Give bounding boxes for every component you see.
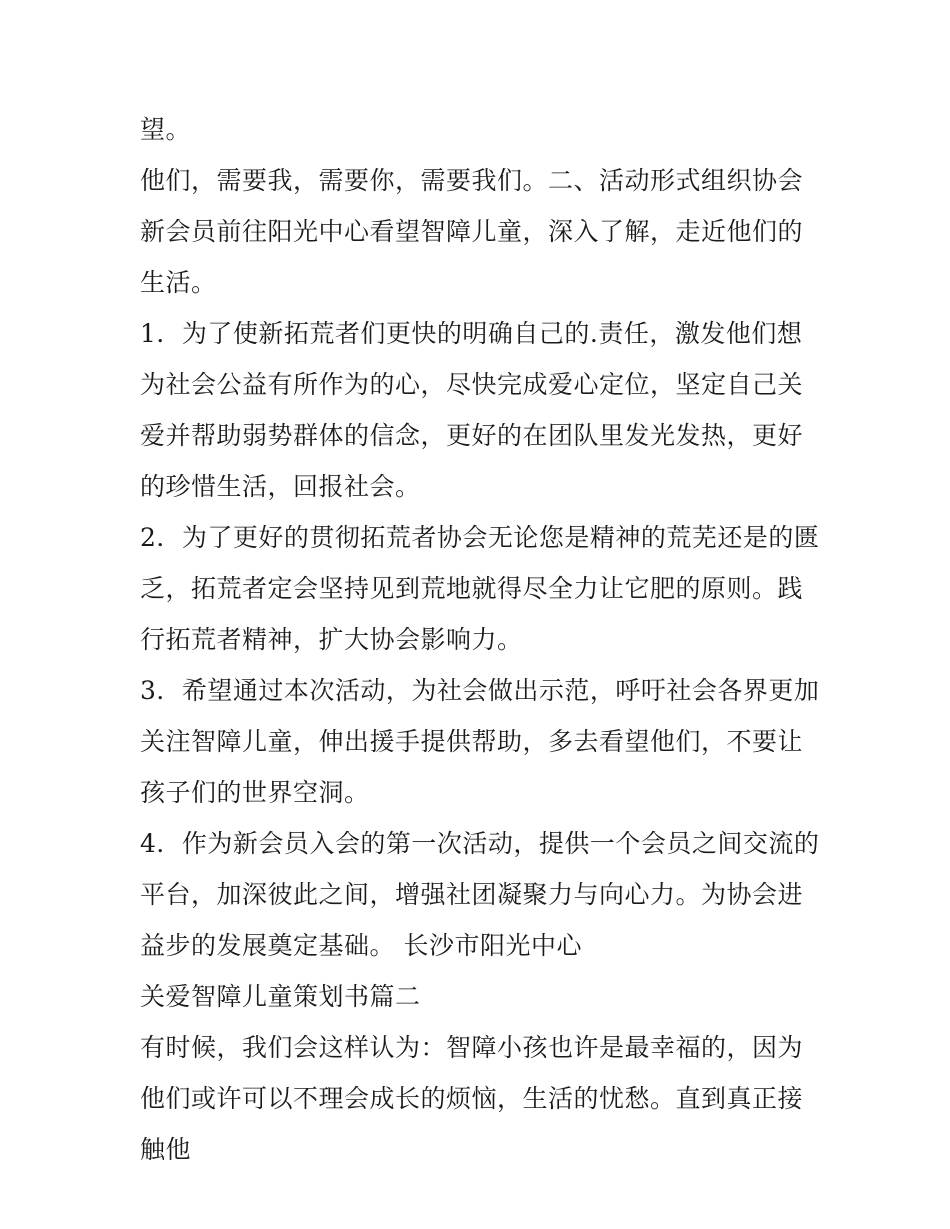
section-heading: 关爱智障儿童策划书篇二 [140, 982, 421, 1011]
paragraph-1: 望。 [140, 115, 192, 144]
document-body [140, 104, 820, 1175]
paragraph-3: 1．为了使新拓荒者们更快的明确自己的.责任，激发他们想为社会公益有所作为的心，尽快完成爱心定位，坚定自己关爱并帮助弱势群体的信念，更好的在团队里发光发热，更好的珍惜生活，回报社会。 [140, 319, 804, 501]
paragraph-7: 有时候，我们会这样认为：智障小孩也许是最幸福的，因为他们或许可以不理会成长的烦恼，生活的忧愁。直到真正接触他 [140, 1033, 804, 1164]
paragraph-6: 4．作为新会员入会的第一次活动，提供一个会员之间交流的平台，加深彼此之间，增强社团凝聚力与向心力。为协会进益步的发展奠定基础。 长沙市阳光中心 [140, 829, 820, 960]
paragraph-2: 他们，需要我，需要你，需要我们。二、活动形式组织协会新会员前往阳光中心看望智障儿童，深入了解，走近他们的生活。 [140, 166, 804, 297]
paragraph-4: 2．为了更好的贯彻拓荒者协会无论您是精神的荒芜还是的匮乏，拓荒者定会坚持见到荒地就得尽全力让它肥的原则。践行拓荒者精神，扩大协会影响力。 [140, 523, 820, 654]
paragraph-5: 3．希望通过本次活动，为社会做出示范，呼吁社会各界更加关注智障儿童，伸出援手提供帮助，多去看望他们，不要让孩子们的世界空洞。 [140, 676, 820, 807]
